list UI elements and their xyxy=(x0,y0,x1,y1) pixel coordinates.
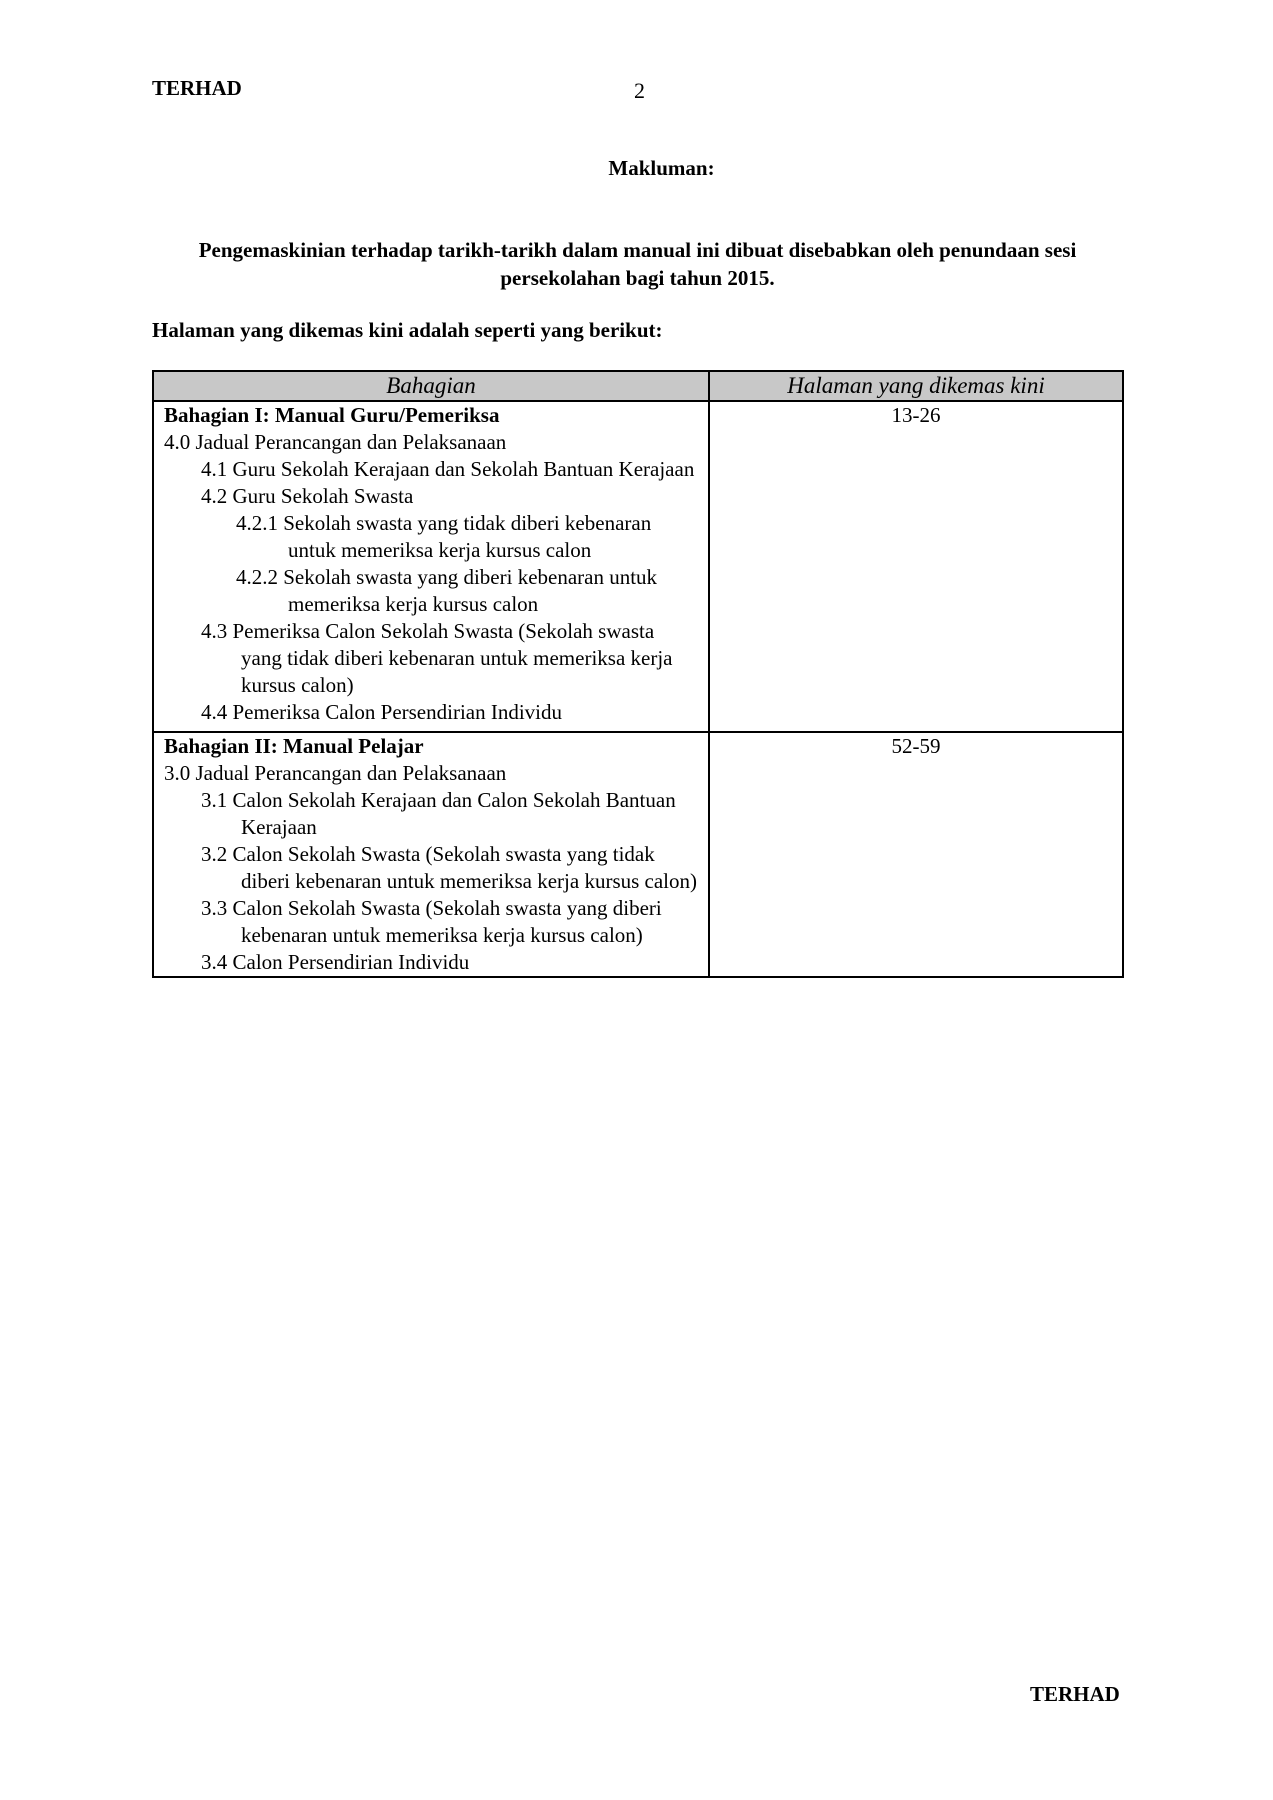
updated-pages-table xyxy=(152,370,1124,978)
list-item: 3.0 Jadual Perancangan dan Pelaksanaan xyxy=(164,761,507,785)
lead-text: Halaman yang dikemas kini adalah seperti yang berikut: xyxy=(152,318,663,342)
section-cell xyxy=(153,732,709,977)
header-bahagian: Bahagian xyxy=(153,371,709,401)
list-item: 4.2 Guru Sekolah Swasta xyxy=(201,484,414,508)
list-item: 3.2 Calon Sekolah Swasta (Sekolah swasta yang tidak diberi kebenaran untuk memeriksa kerja kursus calon) xyxy=(201,842,698,893)
list-item: 4.4 Pemeriksa Calon Persendirian Individu xyxy=(201,700,563,724)
classification-header: TERHAD xyxy=(152,76,242,100)
pages-cell: 13-26 xyxy=(709,401,1123,732)
list-item: 4.2.2 Sekolah swasta yang diberi kebenaran untuk memeriksa kerja kursus calon xyxy=(236,565,658,616)
pages-cell: 52-59 xyxy=(709,732,1123,977)
section-cell xyxy=(153,401,709,732)
classification-footer: TERHAD xyxy=(1030,1682,1120,1706)
page-number: 2 xyxy=(634,78,645,103)
list-item: 4.1 Guru Sekolah Kerajaan dan Sekolah Bantuan Kerajaan xyxy=(201,457,695,481)
list-item: 3.1 Calon Sekolah Kerajaan dan Calon Sekolah Bantuan Kerajaan xyxy=(201,788,676,839)
table-row xyxy=(153,401,1123,732)
section-title: Bahagian I: Manual Guru/Pemeriksa xyxy=(164,403,500,427)
section-title: Bahagian II: Manual Pelajar xyxy=(164,734,424,758)
list-item: 3.4 Calon Persendirian Individu xyxy=(201,950,470,974)
table-row xyxy=(153,732,1123,977)
intro-paragraph: Pengemaskinian terhadap tarikh-tarikh dalam manual ini dibuat disebabkan oleh penundaan sesi persekolahan bagi tahun 2015. xyxy=(198,238,1077,290)
list-item: 4.3 Pemeriksa Calon Sekolah Swasta (Sekolah swasta yang tidak diberi kebenaran untuk memeriksa kerja kursus calon) xyxy=(201,619,673,697)
notice-title: Makluman: xyxy=(608,156,715,180)
list-item: 3.3 Calon Sekolah Swasta (Sekolah swasta yang diberi kebenaran untuk memeriksa kerja kursus calon) xyxy=(201,896,662,947)
table-header-row xyxy=(153,371,1123,401)
list-item: 4.2.1 Sekolah swasta yang tidak diberi kebenaran untuk memeriksa kerja kursus calon xyxy=(236,511,652,562)
header-halaman: Halaman yang dikemas kini xyxy=(709,371,1123,401)
list-item: 4.0 Jadual Perancangan dan Pelaksanaan xyxy=(164,430,507,454)
